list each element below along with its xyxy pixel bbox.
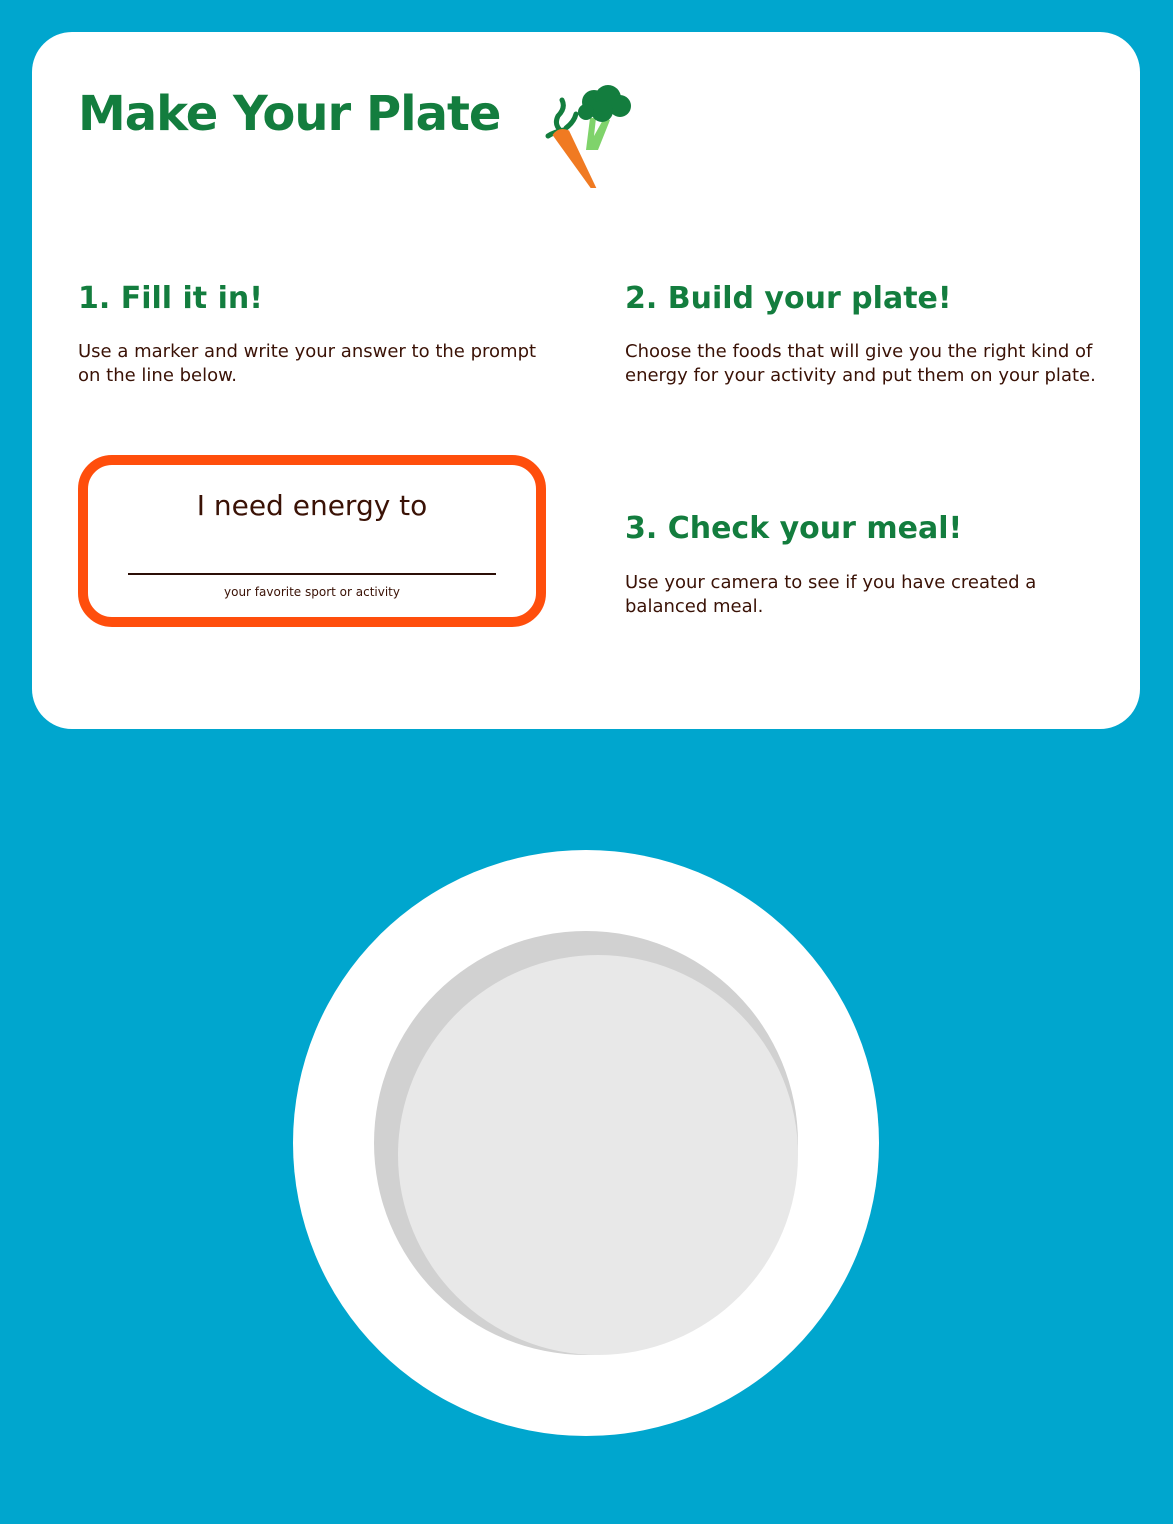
step-3-text: Use your camera to see if you have created a balanced meal. — [625, 572, 1037, 617]
energy-prompt-box — [78, 455, 546, 627]
vegetables-icon — [524, 78, 634, 188]
plate — [293, 850, 879, 1436]
step-3-title: 3. Check your meal! — [625, 511, 963, 546]
energy-prompt-text: I need energy to — [196, 489, 428, 522]
step-2-title: 2. Build your plate! — [625, 281, 952, 316]
step-1-text: Use a marker and write your answer to the prompt on the line below. — [78, 341, 537, 386]
instructions-card — [32, 32, 1140, 729]
step-2-text: Choose the foods that will give you the right kind of energy for your activity and put them on your plate. — [625, 341, 1096, 386]
answer-line — [128, 573, 496, 575]
broccoli-icon — [578, 85, 631, 150]
page-title: Make Your Plate — [78, 86, 501, 142]
plate-center — [398, 955, 798, 1355]
answer-hint: your favorite sport or activity — [224, 585, 400, 599]
step-1-title: 1. Fill it in! — [78, 281, 263, 316]
